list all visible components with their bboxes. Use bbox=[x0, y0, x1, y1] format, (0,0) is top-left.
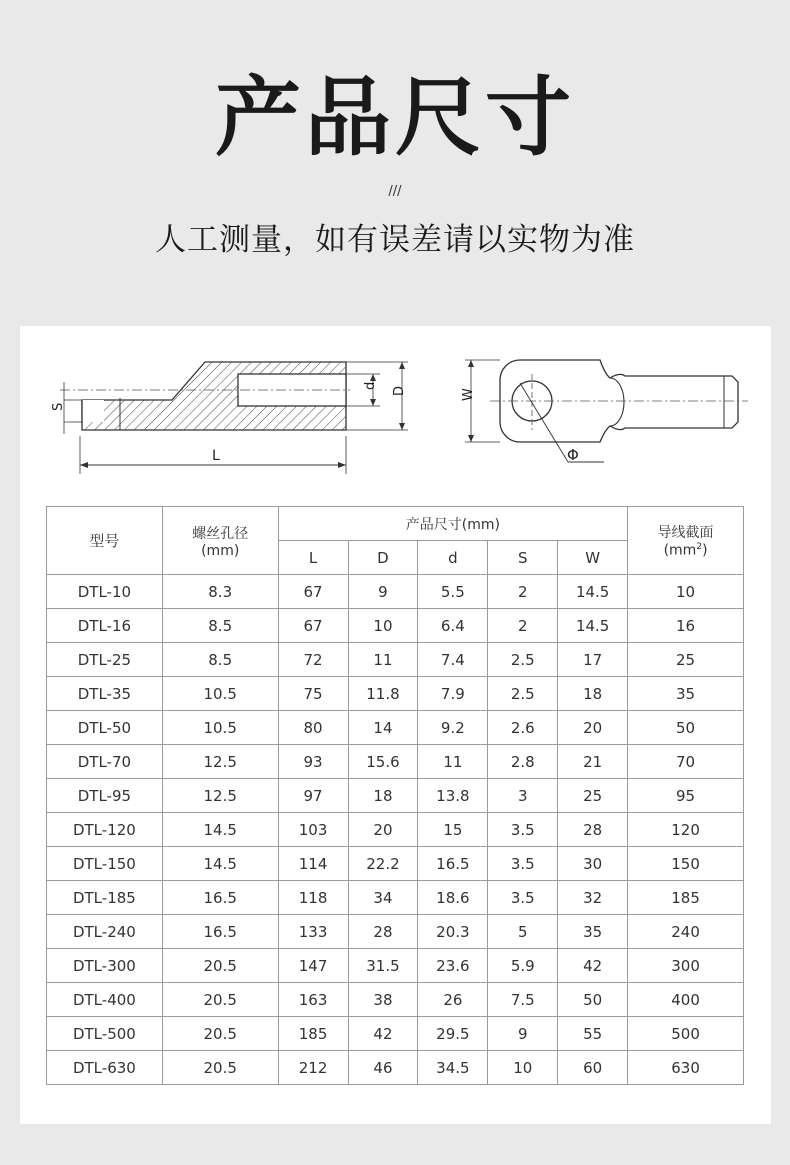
table-cell: 500 bbox=[628, 1017, 744, 1051]
table-cell: 34 bbox=[348, 881, 418, 915]
table-cell: 22.2 bbox=[348, 847, 418, 881]
table-cell: 120 bbox=[628, 813, 744, 847]
table-row bbox=[47, 643, 744, 677]
table-row bbox=[47, 575, 744, 609]
table-cell: 14.5 bbox=[162, 847, 278, 881]
table-cell: 2.8 bbox=[488, 745, 558, 779]
table-cell: 14 bbox=[348, 711, 418, 745]
table-cell: 93 bbox=[278, 745, 348, 779]
table-cell: 31.5 bbox=[348, 949, 418, 983]
table-cell: 5.9 bbox=[488, 949, 558, 983]
table-cell: 5.5 bbox=[418, 575, 488, 609]
table-cell: 20.3 bbox=[418, 915, 488, 949]
lug-diagram bbox=[20, 326, 771, 501]
table-cell: 11 bbox=[348, 643, 418, 677]
table-cell: 8.5 bbox=[162, 609, 278, 643]
table-cell: DTL-10 bbox=[47, 575, 163, 609]
table-cell: DTL-16 bbox=[47, 609, 163, 643]
table-cell: 8.5 bbox=[162, 643, 278, 677]
table-cell: 11.8 bbox=[348, 677, 418, 711]
table-cell: 35 bbox=[628, 677, 744, 711]
table-cell: 35 bbox=[558, 915, 628, 949]
header-d-large: D bbox=[348, 541, 418, 575]
side-view bbox=[51, 362, 408, 474]
table-cell: 400 bbox=[628, 983, 744, 1017]
header-model: 型号 bbox=[47, 507, 163, 575]
table-cell: DTL-70 bbox=[47, 745, 163, 779]
table-cell: 25 bbox=[628, 643, 744, 677]
table-cell: 70 bbox=[628, 745, 744, 779]
table-cell: 14.5 bbox=[162, 813, 278, 847]
table-cell: 50 bbox=[628, 711, 744, 745]
label-w: W bbox=[461, 388, 476, 401]
table-cell: 55 bbox=[558, 1017, 628, 1051]
table-cell: 163 bbox=[278, 983, 348, 1017]
spec-table bbox=[46, 506, 744, 1085]
table-cell: 3.5 bbox=[488, 881, 558, 915]
table-cell: DTL-150 bbox=[47, 847, 163, 881]
label-phi: Φ bbox=[567, 446, 579, 464]
label-d-small: d bbox=[363, 381, 378, 390]
table-row bbox=[47, 1051, 744, 1085]
table-cell: DTL-95 bbox=[47, 779, 163, 813]
spec-card bbox=[20, 326, 771, 1124]
header-dims-group: 产品尺寸(mm) bbox=[278, 507, 628, 541]
table-cell: 3 bbox=[488, 779, 558, 813]
table-cell: 26 bbox=[418, 983, 488, 1017]
table-cell: 5 bbox=[488, 915, 558, 949]
table-cell: 16.5 bbox=[418, 847, 488, 881]
table-row bbox=[47, 983, 744, 1017]
table-cell: 16.5 bbox=[162, 915, 278, 949]
table-cell: 133 bbox=[278, 915, 348, 949]
table-cell: 18.6 bbox=[418, 881, 488, 915]
table-cell: 30 bbox=[558, 847, 628, 881]
table-cell: 15 bbox=[418, 813, 488, 847]
table-cell: 10.5 bbox=[162, 711, 278, 745]
spec-table-body bbox=[47, 575, 744, 1085]
table-cell: 75 bbox=[278, 677, 348, 711]
table-cell: 23.6 bbox=[418, 949, 488, 983]
table-row bbox=[47, 779, 744, 813]
table-cell: 2.5 bbox=[488, 643, 558, 677]
table-cell: 9 bbox=[488, 1017, 558, 1051]
table-cell: 630 bbox=[628, 1051, 744, 1085]
table-cell: 103 bbox=[278, 813, 348, 847]
label-s: S bbox=[51, 402, 66, 411]
table-row bbox=[47, 711, 744, 745]
table-cell: 147 bbox=[278, 949, 348, 983]
table-cell: 38 bbox=[348, 983, 418, 1017]
header-w: W bbox=[558, 541, 628, 575]
table-cell: 67 bbox=[278, 609, 348, 643]
table-cell: DTL-120 bbox=[47, 813, 163, 847]
table-cell: 34.5 bbox=[418, 1051, 488, 1085]
table-cell: 7.4 bbox=[418, 643, 488, 677]
table-cell: 2 bbox=[488, 575, 558, 609]
table-cell: 9 bbox=[348, 575, 418, 609]
table-cell: 118 bbox=[278, 881, 348, 915]
table-cell: 14.5 bbox=[558, 609, 628, 643]
table-row bbox=[47, 745, 744, 779]
header-s: S bbox=[488, 541, 558, 575]
table-cell: 20.5 bbox=[162, 1051, 278, 1085]
table-cell: 14.5 bbox=[558, 575, 628, 609]
table-cell: 300 bbox=[628, 949, 744, 983]
table-cell: 13.8 bbox=[418, 779, 488, 813]
table-cell: 7.9 bbox=[418, 677, 488, 711]
table-cell: 6.4 bbox=[418, 609, 488, 643]
table-cell: 17 bbox=[558, 643, 628, 677]
table-cell: 42 bbox=[348, 1017, 418, 1051]
header-d-small: d bbox=[418, 541, 488, 575]
table-cell: 2.5 bbox=[488, 677, 558, 711]
table-cell: 18 bbox=[348, 779, 418, 813]
header-l: L bbox=[278, 541, 348, 575]
table-cell: DTL-500 bbox=[47, 1017, 163, 1051]
table-cell: 80 bbox=[278, 711, 348, 745]
table-cell: 20.5 bbox=[162, 1017, 278, 1051]
table-row bbox=[47, 915, 744, 949]
table-cell: 97 bbox=[278, 779, 348, 813]
table-cell: 20 bbox=[558, 711, 628, 745]
table-cell: DTL-185 bbox=[47, 881, 163, 915]
divider-mark: /// bbox=[388, 184, 402, 199]
table-row bbox=[47, 813, 744, 847]
table-cell: 12.5 bbox=[162, 745, 278, 779]
table-row bbox=[47, 1017, 744, 1051]
table-row bbox=[47, 881, 744, 915]
table-cell: 12.5 bbox=[162, 779, 278, 813]
table-cell: 10 bbox=[488, 1051, 558, 1085]
table-cell: 50 bbox=[558, 983, 628, 1017]
table-row bbox=[47, 609, 744, 643]
table-cell: 150 bbox=[628, 847, 744, 881]
table-cell: 72 bbox=[278, 643, 348, 677]
table-cell: 185 bbox=[278, 1017, 348, 1051]
table-cell: 67 bbox=[278, 575, 348, 609]
table-cell: 2 bbox=[488, 609, 558, 643]
table-cell: 95 bbox=[628, 779, 744, 813]
table-cell: 11 bbox=[418, 745, 488, 779]
table-cell: 10 bbox=[348, 609, 418, 643]
table-cell: 16.5 bbox=[162, 881, 278, 915]
table-row bbox=[47, 949, 744, 983]
table-cell: 212 bbox=[278, 1051, 348, 1085]
table-cell: 46 bbox=[348, 1051, 418, 1085]
table-cell: 3.5 bbox=[488, 813, 558, 847]
header-hole: 螺丝孔径 (mm) bbox=[162, 507, 278, 575]
page-title: 产品尺寸 bbox=[215, 68, 575, 168]
table-cell: 25 bbox=[558, 779, 628, 813]
table-cell: 20.5 bbox=[162, 949, 278, 983]
table-cell: 10 bbox=[628, 575, 744, 609]
table-cell: DTL-240 bbox=[47, 915, 163, 949]
table-row bbox=[47, 847, 744, 881]
table-cell: 9.2 bbox=[418, 711, 488, 745]
table-cell: 2.6 bbox=[488, 711, 558, 745]
table-cell: 28 bbox=[558, 813, 628, 847]
table-cell: 20 bbox=[348, 813, 418, 847]
table-cell: DTL-400 bbox=[47, 983, 163, 1017]
table-cell: 7.5 bbox=[488, 983, 558, 1017]
header-section: 导线截面 $(mm^2)$ bbox=[628, 507, 744, 575]
page-subtitle: 人工测量，如有误差请以实物为准 bbox=[155, 222, 635, 258]
table-cell: 42 bbox=[558, 949, 628, 983]
table-cell: 28 bbox=[348, 915, 418, 949]
table-cell: 16 bbox=[628, 609, 744, 643]
table-cell: DTL-25 bbox=[47, 643, 163, 677]
table-cell: DTL-630 bbox=[47, 1051, 163, 1085]
table-row bbox=[47, 677, 744, 711]
table-cell: 32 bbox=[558, 881, 628, 915]
top-view bbox=[461, 360, 748, 464]
table-cell: 15.6 bbox=[348, 745, 418, 779]
table-cell: 10.5 bbox=[162, 677, 278, 711]
table-cell: 185 bbox=[628, 881, 744, 915]
table-cell: DTL-50 bbox=[47, 711, 163, 745]
table-cell: 21 bbox=[558, 745, 628, 779]
table-cell: DTL-35 bbox=[47, 677, 163, 711]
table-cell: DTL-300 bbox=[47, 949, 163, 983]
table-cell: 8.3 bbox=[162, 575, 278, 609]
table-cell: 240 bbox=[628, 915, 744, 949]
label-d-large: D bbox=[392, 385, 407, 396]
table-cell: 29.5 bbox=[418, 1017, 488, 1051]
table-cell: 3.5 bbox=[488, 847, 558, 881]
table-cell: 20.5 bbox=[162, 983, 278, 1017]
table-cell: 60 bbox=[558, 1051, 628, 1085]
table-cell: 114 bbox=[278, 847, 348, 881]
label-l: L bbox=[212, 448, 220, 464]
table-cell: 18 bbox=[558, 677, 628, 711]
